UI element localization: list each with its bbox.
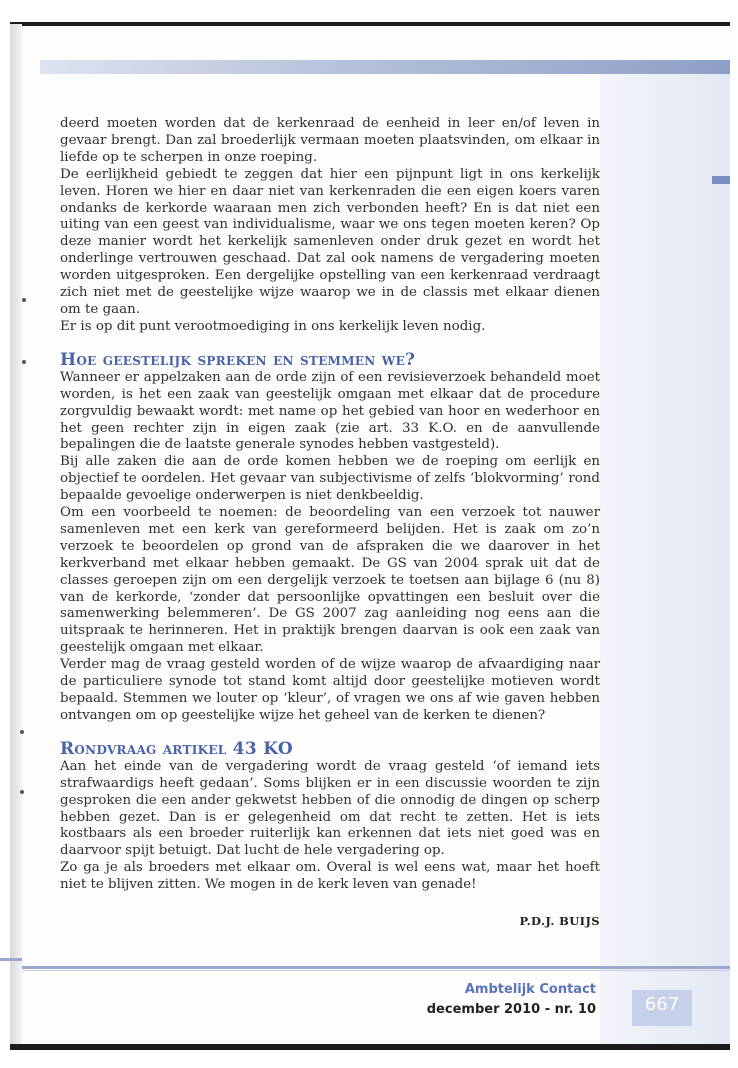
margin-mark xyxy=(20,730,24,734)
paragraph: Zo ga je als broeders met elkaar om. Overal is wel eens wat, maar het hoeft niet te blijven zitten. We mogen in de kerk leven van genade! xyxy=(60,860,600,893)
paragraph: deerd moeten worden dat de kerkenraad de eenheid in leer en/of leven in gevaar brengt. Dan zal broederlijk vermaan moeten plaatsvinden, om elkaar in liefde op te scherpen in onze roeping. xyxy=(60,116,600,165)
section-marker xyxy=(712,176,730,184)
margin-mark xyxy=(20,790,24,794)
right-decor-band xyxy=(600,74,730,1044)
section-heading: Hoe geestelijk spreken en stemmen we? xyxy=(60,349,416,370)
paragraph: Om een voorbeeld te noemen: de beoordeling van een verzoek tot nauwer samenleven met een kerk van gereformeerd belijden. Het is zaak om zo’n verzoek te beoordelen op grond van de afspraken die we daarover in het kerkverband met elkaar hebben gemaakt. De GS van 2004 sprak uit dat de classes geroepen zijn om een dergelijk verzoek te toetsen aan bijlage 6 (nu 8) van de kerkorde, ‘zonder dat persoonlijke opvattingen een besluit over die samenwerking belemmeren’. De GS 2007 zag aanleiding nog eens aan die uitspraak te herinneren. Het in praktijk brengen daarvan is ook een zaak van geestelijk omgaan met elkaar. xyxy=(60,505,600,656)
paragraph: Verder mag de vraag gesteld worden of de wijze waarop de afvaardiging naar de particuliere synode tot stand komt altijd door geestelijke motieven wordt bepaald. Stemmen we louter op ‘kleur’, of vragen we ons af wie gaven hebben ontvangen om op geestelijke wijze het geheel van de kerken te dienen? xyxy=(60,657,600,723)
magazine-title: Ambtelijk Contact xyxy=(464,982,596,997)
scan-border-top xyxy=(0,0,738,24)
scan-edge-bottom xyxy=(10,1044,730,1050)
margin-mark xyxy=(22,360,26,364)
paragraph: De eerlijkheid gebiedt te zeggen dat hier een pijnpunt ligt in ons kerkelijk leven. Horen we hier en daar niet van kerkenraden die een eigen koers varen ondanks de kerkorde waaraan men zich verbonden heeft? En is dat niet een uiting van een geest van individualisme, waar we ons tegen moeten keren? Op deze manier wordt het kerkelijk samenleven onder druk gezet en wordt het onderlinge vertrouwen geschaad. Dat zal ook namens de vergadering moeten worden uitgesproken. Een dergelijke opstelling van een kerkenraad verdraagt zich niet met de geestelijke wijze waarop we in de classis met elkaar dienen om te gaan. xyxy=(60,166,600,317)
margin-mark xyxy=(22,298,26,302)
scan-border-right xyxy=(730,24,738,1050)
author-signature: P.D.J. BUIJS xyxy=(519,914,600,929)
paragraph: Aan het einde van de vergadering wordt de vraag gesteld ‘of iemand iets strafwaardigs heeft gedaan’. Soms blijken er in een discussie woorden te zijn gesproken die een ander gekwetst hebben of die onnodig de dingen op scherp hebben gezet. Dan is er gelegenheid om dat recht te zetten. Het is iets kostbaars als een broeder ruiterlijk kan erkennen dat iets niet goed was en daarvoor spijt betuigt. Dat lucht de hele vergadering op. xyxy=(60,758,600,859)
top-decor-band xyxy=(40,60,730,74)
footer-rule-thin xyxy=(22,970,730,971)
page-gutter-shadow xyxy=(10,24,22,1044)
paragraph: Er is op dit punt verootmoediging in ons kerkelijk leven nodig. xyxy=(60,318,486,334)
footer-rule xyxy=(22,966,730,969)
page-number: 667 xyxy=(644,994,680,1015)
article-body xyxy=(60,116,600,928)
paragraph: Wanneer er appelzaken aan de orde zijn of een revisieverzoek behandeld moet worden, is het een zaak van geestelijk omgaan met elkaar dat de procedure zorgvuldig bewaakt wordt: met name op het gebied van hoor en wederhoor en het geen rechter zijn in eigen zaak (zie art. 33 K.O. en de aanvullende bepalingen die de laatste generale synodes hebben vastgesteld). xyxy=(60,369,600,453)
paragraph: Bij alle zaken die aan de orde komen hebben we de roeping om eerlijk en objectief te oordelen. Het gevaar van subjectivisme of zelfs ‘blokvorming’ rond bepaalde gevoelige onderwerpen is niet denkbeeldig. xyxy=(60,454,600,504)
footer-rule-stub xyxy=(0,958,22,961)
issue-label: december 2010 - nr. 10 xyxy=(426,1002,596,1017)
section-heading: Rondvraag artikel 43 KO xyxy=(60,738,293,759)
